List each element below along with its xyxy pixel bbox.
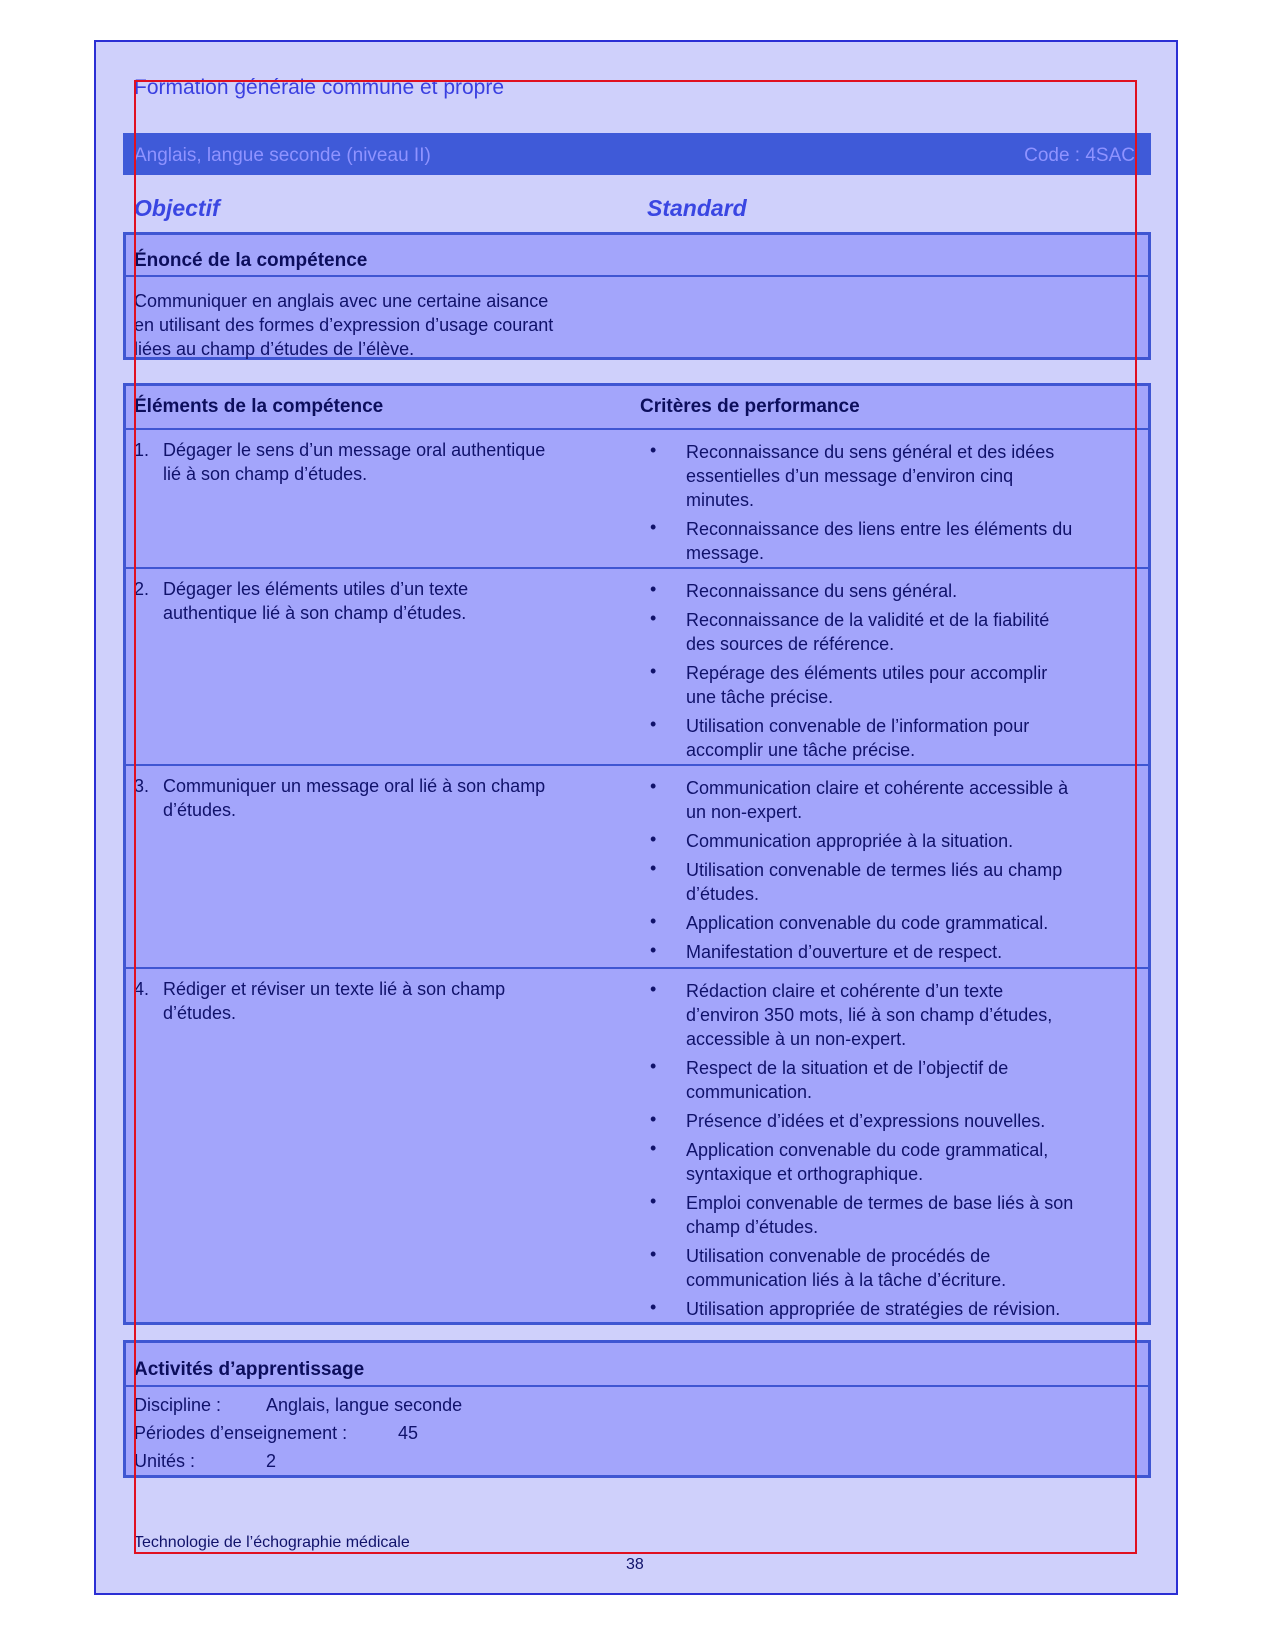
bullet-icon: • [650,829,657,849]
element-text-line: d’études. [163,1003,237,1023]
discipline-value: Anglais, langue seconde [266,1395,463,1415]
objective-heading: Objectif [134,195,220,221]
competence-statement-line: liées au champ d’études de l’élève. [134,339,415,359]
criterion-text-line: Emploi convenable de termes de base liés à son [686,1193,1074,1213]
competence-statement-line: en utilisant des formes d’expression d’usage courant [134,315,554,335]
criterion-text-line: Communication claire et cohérente accessible à [686,778,1069,798]
criterion-text-line: d’environ 350 mots, lié à son champ d’études, [686,1005,1053,1025]
element-text-line: lié à son champ d’études. [163,464,368,484]
element-number: 3. [134,776,150,796]
criterion-text-line: syntaxique et orthographique. [686,1164,924,1184]
bullet-icon: • [650,440,657,460]
criterion-text-line: champ d’études. [686,1217,819,1237]
bullet-icon: • [650,579,657,599]
divider [126,1385,1148,1387]
elements-heading: Éléments de la compétence [134,396,384,417]
divider [126,967,1148,969]
standard-heading: Standard [647,195,747,221]
periods-label: Périodes d’enseignement : [134,1423,348,1443]
element-text-line: Rédiger et réviser un texte lié à son champ [163,979,506,999]
section-title: Formation générale commune et propre [134,76,505,99]
criterion-text-line: Utilisation convenable de termes liés au champ [686,860,1063,880]
discipline-label: Discipline : [134,1395,222,1415]
criterion-text-line: Application convenable du code grammatical, [686,1140,1049,1160]
criteria-heading: Critères de performance [640,396,860,417]
criterion-text-line: Manifestation d’ouverture et de respect. [686,942,1003,962]
bullet-icon: • [650,940,657,960]
criterion-text-line: communication. [686,1082,813,1102]
bullet-icon: • [650,1297,657,1317]
units-label: Unités : [134,1451,196,1471]
element-number: 2. [134,579,150,599]
element-text-line: Dégager le sens d’un message oral authentique [163,440,546,460]
divider [126,428,1148,430]
bullet-icon: • [650,714,657,734]
criterion-text-line: Communication appropriée à la situation. [686,831,1014,851]
bullet-icon: • [650,858,657,878]
criterion-text-line: un non-expert. [686,802,803,822]
criterion-text-line: Rédaction claire et cohérente d’un texte [686,981,1004,1001]
bullet-icon: • [650,608,657,628]
element-text-line: d’études. [163,800,237,820]
page-number: 38 [626,1556,644,1573]
criterion-text-line: Reconnaissance des liens entre les éléments du [686,519,1073,539]
criterion-text-line: essentielles d’un message d’environ cinq [686,466,1014,486]
competence-statement-line: Communiquer en anglais avec une certaine aisance [134,291,549,311]
course-name: Anglais, langue seconde (niveau II) [134,145,431,166]
bullet-icon: • [650,517,657,537]
criterion-text-line: Reconnaissance de la validité et de la fiabilité [686,610,1050,630]
element-number: 1. [134,440,150,460]
course-code: Code : 4SAC [1024,145,1135,166]
periods-value: 45 [398,1423,419,1443]
bullet-icon: • [650,1244,657,1264]
criterion-text-line: Reconnaissance du sens général et des idées [686,442,1055,462]
element-text-line: authentique lié à son champ d’études. [163,603,467,623]
bullet-icon: • [650,1191,657,1211]
element-text-line: Dégager les éléments utiles d’un texte [163,579,469,599]
criterion-text-line: accessible à un non-expert. [686,1029,907,1049]
divider [126,567,1148,569]
criterion-text-line: Respect de la situation et de l’objectif de [686,1058,1009,1078]
criterion-text-line: Repérage des éléments utiles pour accomplir [686,663,1048,683]
criterion-text-line: Utilisation appropriée de stratégies de révision. [686,1299,1061,1319]
bullet-icon: • [650,911,657,931]
competence-heading: Énoncé de la compétence [134,250,368,271]
bullet-icon: • [650,776,657,796]
bullet-icon: • [650,979,657,999]
bullet-icon: • [650,1056,657,1076]
footer-program: Technologie de l’échographie médicale [134,1534,410,1551]
criterion-text-line: communication liés à la tâche d’écriture. [686,1270,1007,1290]
criterion-text-line: Utilisation convenable de procédés de [686,1246,991,1266]
units-value: 2 [266,1451,277,1471]
element-number: 4. [134,979,150,999]
divider [126,764,1148,766]
criterion-text-line: des sources de référence. [686,634,895,654]
bullet-icon: • [650,661,657,681]
bullet-icon: • [650,1138,657,1158]
criterion-text-line: Présence d’idées et d’expressions nouvelles. [686,1111,1046,1131]
criterion-text-line: d’études. [686,884,760,904]
criterion-text-line: Application convenable du code grammatical. [686,913,1049,933]
criterion-text-line: minutes. [686,490,755,510]
divider [126,275,1148,277]
activities-heading: Activités d’apprentissage [134,1359,365,1380]
element-text-line: Communiquer un message oral lié à son champ [163,776,546,796]
criterion-text-line: Utilisation convenable de l’information pour [686,716,1030,736]
criterion-text-line: une tâche précise. [686,687,834,707]
criterion-text-line: accomplir une tâche précise. [686,740,916,760]
bullet-icon: • [650,1109,657,1129]
criterion-text-line: message. [686,543,765,563]
criterion-text-line: Reconnaissance du sens général. [686,581,958,601]
